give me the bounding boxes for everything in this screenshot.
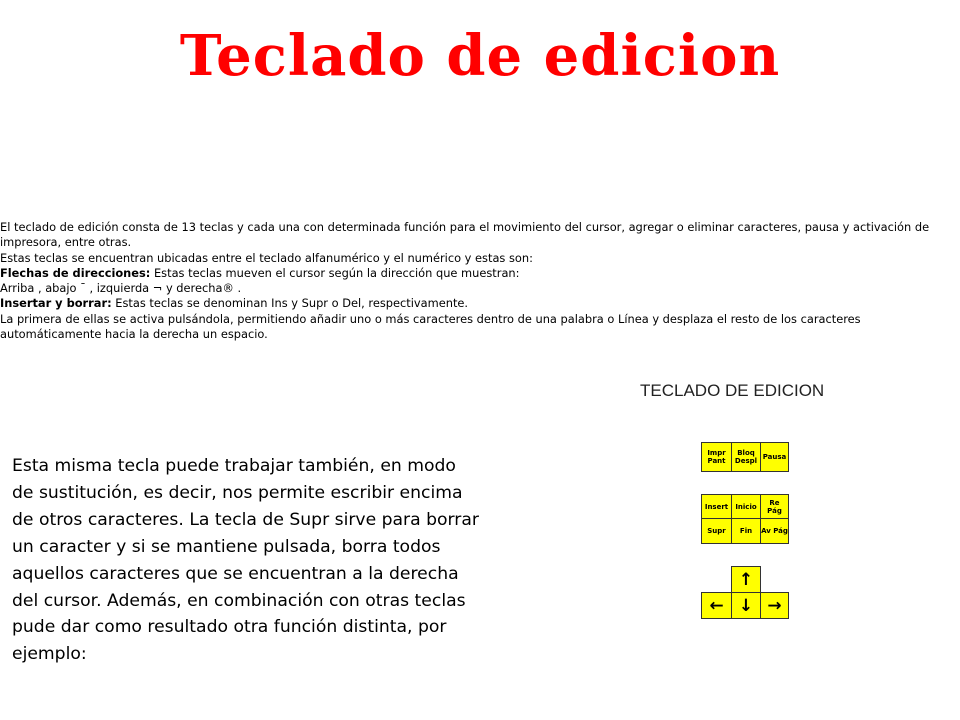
key-right-arrow-icon: → [760,592,789,619]
intro-line: La primera de ellas se activa pulsándola, permitiendo añadir uno o más caracteres dentro de una palabra o Línea y desplaza el resto de los caracteres automáticamente hacia la derecha un espacio. [0,311,861,342]
insert-text: Estas teclas se denominan Ins y Supr o Del, respectivamente. [111,296,469,311]
key-inicio: Inicio [731,494,761,519]
key-bloq-despl: Bloq Despl [731,442,761,472]
intro-line: Arriba , abajo ¯ , izquierda ¬ y derecha® . [0,281,242,296]
key-up-arrow-icon: ↑ [731,566,761,593]
key-re-pag: Re Pág [760,494,789,519]
key-fin: Fin [731,518,761,544]
key-impr-pant: Impr Pant [701,442,732,472]
key-down-arrow-icon: ↓ [731,592,761,619]
intro-text [0,220,930,342]
arrows-label: Flechas de direcciones: [0,265,151,280]
key-supr: Supr [701,518,732,544]
arrows-text: Estas teclas mueven el cursor según la dirección que muestran: [150,265,520,280]
diagram-title: TECLADO DE EDICION [640,381,825,400]
intro-line-insert [0,296,930,311]
intro-line-arrows [0,266,930,281]
intro-line: El teclado de edición consta de 13 teclas y cada una con determinada función para el movimiento del cursor, agregar o eliminar caracteres, pausa y activación de impresora, entre otras. [0,220,930,250]
key-insert: Insert [701,494,732,519]
page-title: Teclado de edicion [179,23,781,89]
key-left-arrow-icon: ← [701,592,732,619]
key-av-pag: Av Pág [760,518,789,544]
intro-line: Estas teclas se encuentran ubicadas entre el teclado alfanumérico y el numérico y estas son: [0,250,533,265]
insert-label: Insertar y borrar: [0,296,112,311]
key-pausa: Pausa [760,442,789,472]
body-paragraph: Esta misma tecla puede trabajar también, en modo de sustitución, es decir, nos permite escribir encima de otros caracteres. La tecla de Supr sirve para borrar un caracter y si se mantiene pulsada, borra todos aquellos caracteres que se encuentran a la derecha del cursor. Además, en combinación con otras teclas pude dar como resultado otra función distinta, por ejemplo: [12,456,479,665]
